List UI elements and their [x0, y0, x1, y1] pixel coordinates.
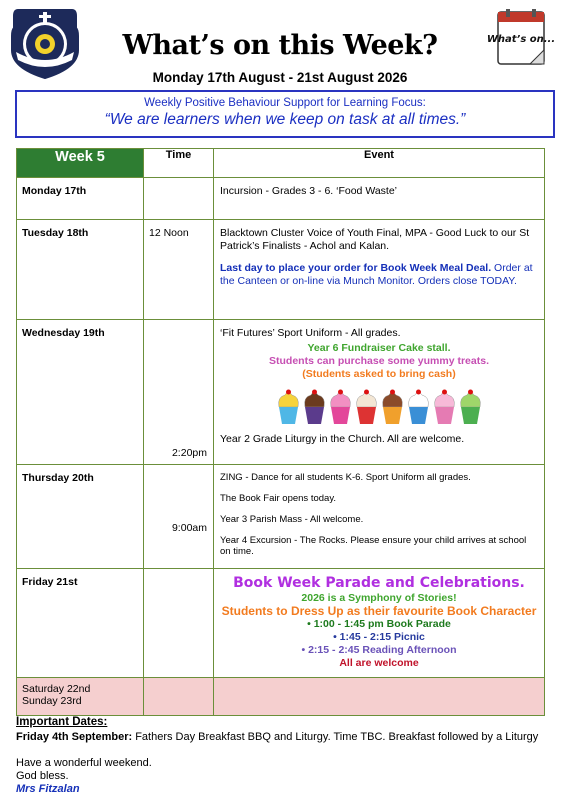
- day-thursday: Thursday 20th: [17, 465, 144, 569]
- book-week-dress-up: Students to Dress Up as their favourite Book Character: [221, 604, 537, 618]
- calendar-label: What’s on...: [486, 34, 556, 45]
- book-week-picnic: • 1:45 - 2:15 Picnic: [333, 631, 425, 643]
- book-week-parade: • 1:00 - 1:45 pm Book Parade: [307, 618, 451, 630]
- cake-stall-paren-close: ): [452, 368, 456, 380]
- book-week-reading: • 2:15 - 2:45 Reading Afternoon: [301, 644, 457, 656]
- time-thursday: [144, 465, 214, 569]
- event-tuesday-line2: [220, 262, 538, 288]
- cupcake-icon: [355, 387, 378, 425]
- time-thursday-value: 9:00am: [171, 522, 207, 534]
- cupcake-icon: [303, 387, 326, 425]
- table-row-tuesday: [17, 220, 545, 320]
- page-title: What’s on this Week?: [122, 30, 438, 61]
- book-week-title: Book Week Parade and Celebrations.: [233, 575, 525, 591]
- book-week-theme: 2026 is a Symphony of Stories!: [301, 592, 457, 604]
- table-header-row: [17, 149, 545, 178]
- focus-heading: Weekly Positive Behaviour Support for Learning Focus:: [144, 97, 426, 109]
- book-week-welcome: All are welcome: [339, 657, 419, 669]
- cupcake-icon: [329, 387, 352, 425]
- table-row-friday: [17, 569, 545, 678]
- cake-stall-cash: Students asked to bring cash: [305, 368, 453, 380]
- cake-stall-paren-open: (: [302, 368, 306, 380]
- important-date-item: [16, 731, 551, 743]
- school-crest-logo: [6, 6, 84, 80]
- cupcake-icon: [407, 387, 430, 425]
- footer: [16, 716, 551, 796]
- event-monday: Incursion - Grades 3 - 6. ‘Food Waste’: [214, 178, 545, 220]
- day-monday: Monday 17th: [17, 178, 144, 220]
- day-tuesday: Tuesday 18th: [17, 220, 144, 320]
- event-thursday: [214, 465, 545, 569]
- event-column-header: Event: [214, 149, 545, 178]
- time-wednesday: [144, 320, 214, 465]
- event-friday: [214, 569, 545, 678]
- event-tuesday-line1: Blacktown Cluster Voice of Youth Final, MPA - Good Luck to our St Patrick’s Finalists - Achol and Kalan.: [220, 227, 530, 252]
- event-thursday-line4: Year 4 Excursion - The Rocks. Please ensure your child arrives at school on time.: [220, 535, 527, 557]
- closing-line1: Have a wonderful weekend.: [16, 757, 152, 769]
- event-thursday-line1: ZING - Dance for all students K-6. Sport Uniform all grades.: [220, 472, 471, 483]
- closing-line2: God bless.: [16, 770, 69, 782]
- calendar-icon: [486, 8, 556, 66]
- time-monday: [144, 178, 214, 220]
- cupcake-icon: [277, 387, 300, 425]
- event-thursday-line2: The Book Fair opens today.: [220, 493, 336, 504]
- time-tuesday: 12 Noon: [144, 220, 214, 320]
- meal-deal-details: Order at the Canteen or on-line via Munch Monitor. Orders close TODAY.: [220, 262, 533, 287]
- table-row-wednesday: [17, 320, 545, 465]
- day-weekend: [17, 678, 144, 716]
- cupcake-icon: [381, 387, 404, 425]
- table-row-monday: [17, 178, 545, 220]
- cake-stall-line2: Students can purchase some yummy treats.: [269, 355, 489, 367]
- cupcake-row: [220, 387, 538, 425]
- time-column-header: Time: [144, 149, 214, 178]
- event-wednesday-line1: ‘Fit Futures’ Sport Uniform - All grades.: [220, 327, 401, 339]
- event-weekend: [214, 678, 545, 716]
- important-date-text: Fathers Day Breakfast BBQ and Liturgy. Time TBC. Breakfast followed by a Liturgy: [132, 731, 539, 743]
- week-label: Week 5: [17, 149, 144, 178]
- week-dates: Monday 17th August - 21st August 2026: [152, 70, 408, 85]
- cupcake-icon: [459, 387, 482, 425]
- signoff: Mrs Fitzalan: [16, 783, 80, 795]
- day-saturday: Saturday 22nd: [22, 683, 91, 695]
- important-dates-title: Important Dates:: [16, 716, 108, 728]
- table-row-thursday: [17, 465, 545, 569]
- time-weekend: [144, 678, 214, 716]
- day-sunday: Sunday 23rd: [22, 695, 82, 707]
- time-friday: [144, 569, 214, 678]
- closing: [16, 757, 551, 796]
- meal-deal-notice: Last day to place your order for Book Week Meal Deal.: [220, 262, 492, 274]
- event-thursday-line3: Year 3 Parish Mass - All welcome.: [220, 514, 364, 525]
- event-wednesday-line2: Year 2 Grade Liturgy in the Church. All are welcome.: [220, 433, 465, 445]
- time-wednesday-value: 2:20pm: [171, 447, 207, 459]
- day-friday: Friday 21st: [17, 569, 144, 678]
- table-row-weekend: [17, 678, 545, 716]
- cupcake-icon: [433, 387, 456, 425]
- focus-quote: “We are learners when we keep on task at all times.”: [104, 111, 466, 128]
- important-date-label: Friday 4th September:: [16, 731, 133, 743]
- cake-stall-title: Year 6 Fundraiser Cake stall.: [307, 342, 451, 354]
- day-wednesday: Wednesday 19th: [17, 320, 144, 465]
- event-tuesday: [214, 220, 545, 320]
- event-wednesday: [214, 320, 545, 465]
- cake-stall-line3: [220, 368, 538, 381]
- focus-box: [15, 90, 555, 138]
- schedule-table: [16, 148, 545, 716]
